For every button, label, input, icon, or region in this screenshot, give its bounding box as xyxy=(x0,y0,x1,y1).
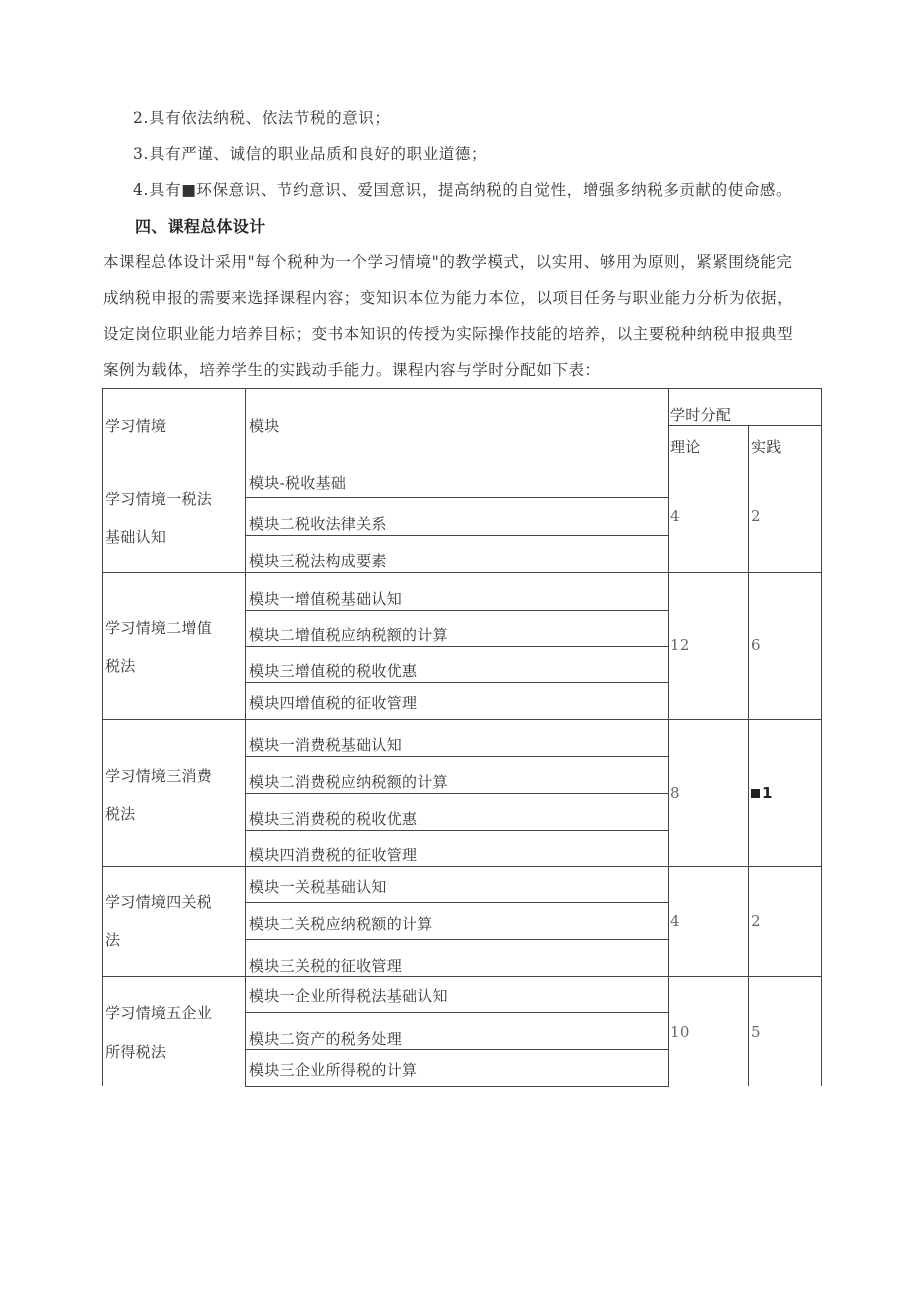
redaction-mark xyxy=(751,789,760,798)
practice-hours: 5 xyxy=(751,1023,761,1041)
practice-hours: 6 xyxy=(751,636,761,654)
module-cell: 模块二关税应纳税额的计算 xyxy=(249,915,433,933)
intro-line: 案例为载体，培养学生的实践动手能力。课程内容与学时分配如下表： xyxy=(103,361,601,379)
practice-hours-cell xyxy=(751,784,773,802)
theory-hours: 12 xyxy=(670,636,690,654)
practice-hours: 1 xyxy=(762,784,773,802)
module-cell: 模块二资产的税务处理 xyxy=(249,1030,403,1048)
module-cell: 模块一企业所得税法基础认知 xyxy=(249,987,448,1005)
objective-item: 2.具有依法纳税、依法节税的意识； xyxy=(133,109,391,127)
module-cell: 模块三税法构成要素 xyxy=(249,552,387,570)
situation-cell: 学习情境一税法 xyxy=(105,490,213,508)
header-module: 模块 xyxy=(249,417,280,435)
theory-hours: 4 xyxy=(670,912,680,930)
module-cell: 模块一消费税基础认知 xyxy=(249,736,403,754)
practice-hours: 2 xyxy=(751,507,761,525)
situation-cell: 所得税法 xyxy=(105,1043,167,1061)
practice-hours: 2 xyxy=(751,912,761,930)
intro-line: 本课程总体设计采用"每个税种为一个学习情境"的教学模式，以实用、够用为原则，紧紧围绕能完 xyxy=(103,253,793,271)
situation-cell: 学习情境三消费 xyxy=(105,767,213,785)
header-theory: 理论 xyxy=(670,438,701,456)
objective-item: 3.具有严谨、诚信的职业品质和良好的职业道德； xyxy=(133,145,488,163)
module-cell: 模块二增值税应纳税额的计算 xyxy=(249,626,448,644)
intro-line: 设定岗位职业能力培养目标；变书本知识的传授为实际操作技能的培养，以主要税种纳税申报典型 xyxy=(103,325,794,343)
theory-hours: 4 xyxy=(670,507,680,525)
module-cell: 模块二税收法律关系 xyxy=(249,515,387,533)
intro-line: 成纳税申报的需要来选择课程内容；变知识本位为能力本位，以项目任务与职业能力分析为依据， xyxy=(103,289,794,307)
situation-cell: 税法 xyxy=(105,805,136,823)
situation-cell: 学习情境四关税 xyxy=(105,893,213,911)
theory-hours: 8 xyxy=(670,784,680,802)
header-practice: 实践 xyxy=(751,438,782,456)
module-cell: 模块三增值税的税收优惠 xyxy=(249,662,418,680)
intro-paragraph xyxy=(103,244,838,388)
situation-cell: 法 xyxy=(105,931,121,949)
module-cell: 模块一关税基础认知 xyxy=(249,878,387,896)
module-cell: 模块四增值税的征收管理 xyxy=(249,694,418,712)
header-hours: 学时分配 xyxy=(670,406,732,424)
module-cell: 模块二消费税应纳税额的计算 xyxy=(249,773,448,791)
module-cell: 模块一增值税基础认知 xyxy=(249,590,403,608)
header-situation: 学习情境 xyxy=(105,417,167,435)
situation-cell: 学习情境五企业 xyxy=(105,1004,213,1022)
module-cell: 模块三企业所得税的计算 xyxy=(249,1061,418,1079)
theory-hours: 10 xyxy=(670,1023,690,1041)
module-cell: 模块三消费税的税收优惠 xyxy=(249,810,418,828)
module-cell: 模块三关税的征收管理 xyxy=(249,957,403,975)
section-heading: 四、课程总体设计 xyxy=(135,217,266,236)
objective-item: 4.具有■环保意识、节约意识、爱国意识，提高纳税的自觉性，增强多纳税多贡献的使命感。 xyxy=(133,181,793,199)
situation-cell: 税法 xyxy=(105,657,136,675)
situation-cell: 基础认知 xyxy=(105,528,167,546)
situation-cell: 学习情境二增值 xyxy=(105,619,213,637)
module-cell: 模块四消费税的征收管理 xyxy=(249,846,418,864)
module-cell: 模块-税收基础 xyxy=(249,474,347,492)
